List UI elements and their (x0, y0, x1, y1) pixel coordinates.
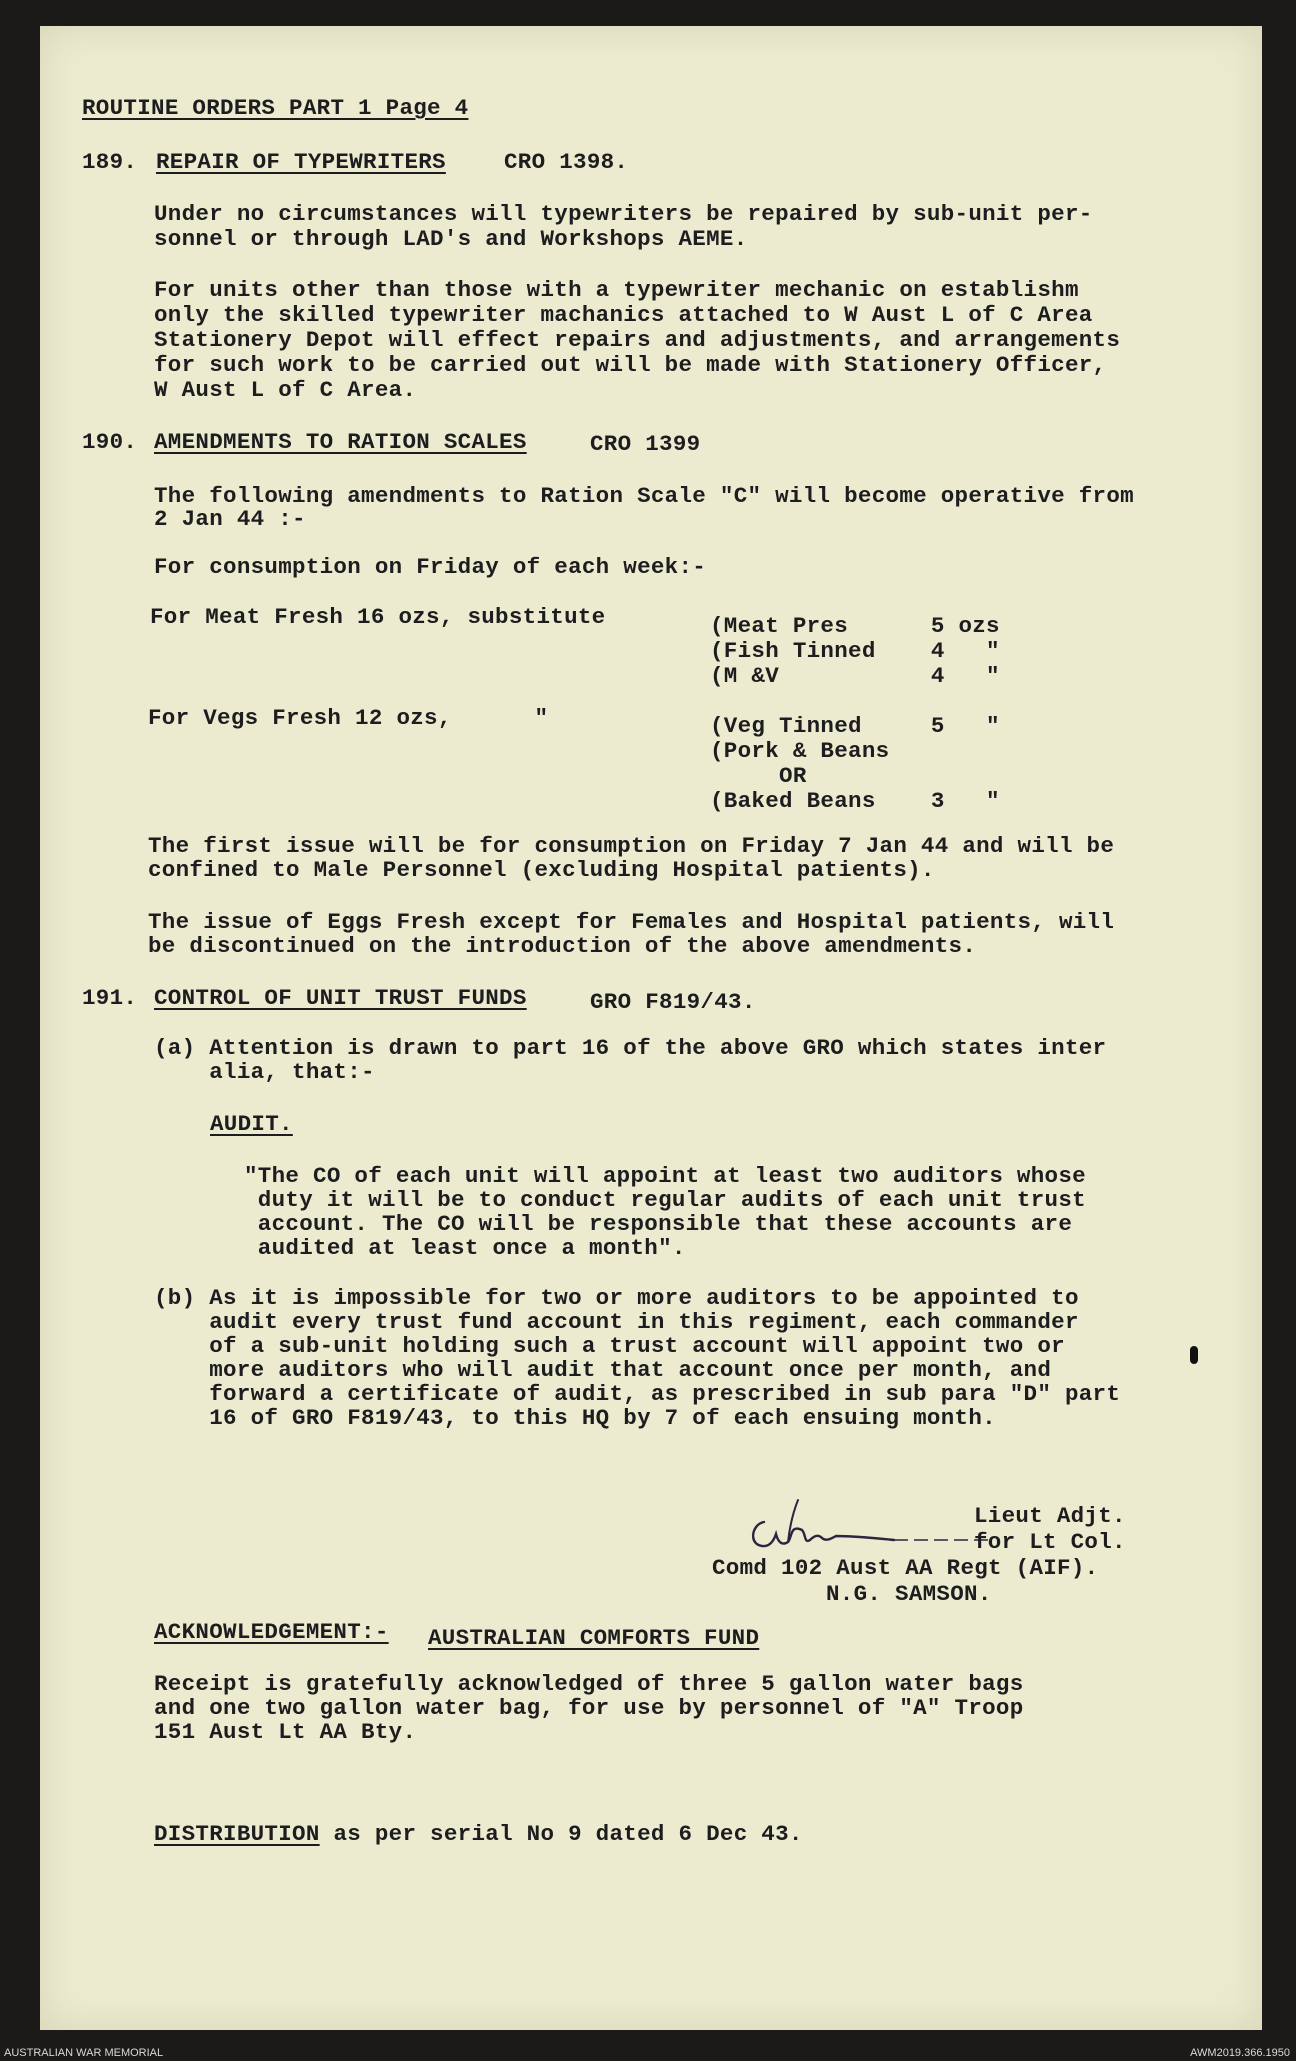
s189-para1-line: Under no circumstances will typewriters be repaired by sub-unit per- (154, 201, 1093, 227)
section-190-number: 190. (82, 429, 138, 455)
audit-quote-line: duty it will be to conduct regular audits of each unit trust (244, 1187, 1086, 1213)
s191-para-b-line: forward a certificate of audit, as prescribed in sub para "D" part (154, 1381, 1121, 1407)
section-189-number: 189. (82, 149, 138, 175)
vegs-line: For Vegs Fresh 12 ozs, " (148, 705, 549, 731)
audit-heading: AUDIT. (210, 1111, 293, 1137)
ink-mark (1190, 1346, 1198, 1364)
ack-text-line: and one two gallon water bag, for use by personnel of "A" Troop (154, 1695, 1024, 1721)
s190-para3-line: confined to Male Personnel (excluding Hospital patients). (148, 857, 935, 883)
veg-item: (Baked Beans 3 " (710, 788, 1000, 814)
ack-text-line: 151 Aust Lt AA Bty. (154, 1719, 417, 1745)
audit-quote-line: audited at least once a month". (244, 1235, 686, 1261)
veg-item: (Pork & Beans (710, 738, 890, 764)
distribution-label: DISTRIBUTION (154, 1821, 320, 1847)
section-189-ref: CRO 1398. (504, 149, 629, 175)
section-191-ref: GRO F819/43. (590, 989, 756, 1015)
s191-para-b-line: of a sub-unit holding such a trust account will appoint two or (154, 1333, 1065, 1359)
section-190-title: AMENDMENTS TO RATION SCALES (154, 429, 527, 455)
s191-para-a-line: alia, that:- (154, 1059, 375, 1085)
distribution-text: as per serial No 9 dated 6 Dec 43. (319, 1821, 803, 1847)
s191-para-b-line: more auditors who will audit that account once per month, and (154, 1357, 1052, 1383)
ack-text-line: Receipt is gratefully acknowledged of three 5 gallon water bags (154, 1671, 1024, 1697)
page-header: ROUTINE ORDERS PART 1 Page 4 (82, 95, 469, 121)
meat-item: (Meat Pres 5 ozs (710, 613, 1000, 639)
meat-line: For Meat Fresh 16 ozs, substitute (150, 604, 606, 630)
s189-para2-line: only the skilled typewriter machanics attached to W Aust L of C Area (154, 302, 1093, 328)
s190-para3-line: The first issue will be for consumption on Friday 7 Jan 44 and will be (148, 833, 1115, 859)
s190-para4-line: be discontinued on the introduction of the above amendments. (148, 933, 977, 959)
s189-para2-line: for such work to be carried out will be made with Stationery Officer, (154, 352, 1107, 378)
s190-para4-line: The issue of Eggs Fresh except for Females and Hospital patients, will (148, 909, 1115, 935)
distribution-line (154, 1822, 803, 1847)
meat-item: (Fish Tinned 4 " (710, 638, 1000, 664)
s191-para-b-line: (b) As it is impossible for two or more auditors to be appointed to (154, 1285, 1079, 1311)
s189-para2-line: Stationery Depot will effect repairs and adjustments, and arrangements (154, 327, 1121, 353)
audit-quote-line: "The CO of each unit will appoint at least two auditors whose (244, 1163, 1086, 1189)
veg-item: OR (710, 763, 807, 789)
s190-para2: For consumption on Friday of each week:- (154, 554, 707, 580)
section-191-title: CONTROL OF UNIT TRUST FUNDS (154, 985, 527, 1011)
s191-para-b-line: 16 of GRO F819/43, to this HQ by 7 of each ensuing month. (154, 1405, 996, 1431)
veg-item: (Veg Tinned 5 " (710, 713, 1000, 739)
section-190-ref: CRO 1399 (590, 431, 701, 457)
s190-para1-line: 2 Jan 44 :- (154, 506, 306, 532)
section-189-title: REPAIR OF TYPEWRITERS (156, 149, 446, 175)
s189-para1-line: sonnel or through LAD's and Workshops AEME. (154, 226, 748, 252)
s189-para2-line: For units other than those with a typewriter mechanic on establishm (154, 277, 1079, 303)
section-191-number: 191. (82, 985, 138, 1011)
signature-line-1: Lieut Adjt. (974, 1503, 1126, 1529)
s191-para-a-line: (a) Attention is drawn to part 16 of the above GRO which states inter (154, 1035, 1107, 1061)
ack-title: ACKNOWLEDGEMENT:- (154, 1619, 389, 1645)
s189-para2-line: W Aust L of C Area. (154, 377, 417, 403)
meat-item: (M &V 4 " (710, 663, 1000, 689)
signature-line-4: N.G. SAMSON. (826, 1581, 992, 1607)
s191-para-b-line: audit every trust fund account in this regiment, each commander (154, 1309, 1079, 1335)
ack-title-2: AUSTRALIAN COMFORTS FUND (428, 1625, 760, 1651)
audit-quote-line: account. The CO will be responsible that these accounts are (244, 1211, 1073, 1237)
footer-left: AUSTRALIAN WAR MEMORIAL (4, 2047, 164, 2059)
signature-line-2: for Lt Col. (974, 1529, 1126, 1555)
handwritten-signature (744, 1494, 1004, 1554)
signature-line-3: Comd 102 Aust AA Regt (AIF). (712, 1555, 1099, 1581)
footer-right: AWM2019.366.1950 (1190, 2047, 1290, 2059)
s190-para1-line: The following amendments to Ration Scale "C" will become operative from (154, 483, 1134, 509)
